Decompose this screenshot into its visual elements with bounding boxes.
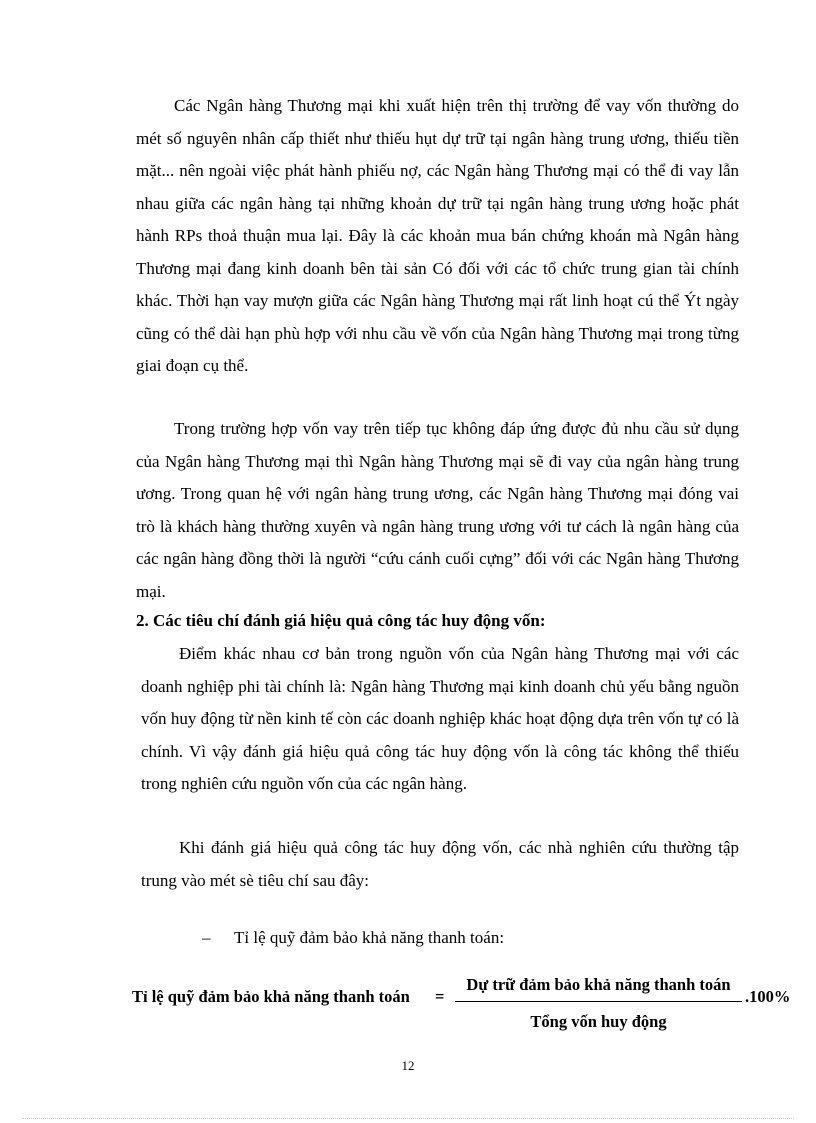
formula-denominator: Tổng vốn huy động	[530, 1012, 667, 1031]
paragraph-4	[141, 832, 739, 897]
formula-multiplier: .100%	[745, 987, 791, 1006]
paragraph-3	[141, 638, 739, 801]
paragraph-4-text: Khi đánh giá hiệu quả công tác huy động vốn, các nhà nghiên cứu thường tập trung vào mét sè tiêu chí sau đây:	[141, 838, 739, 890]
formula-equals: =	[435, 987, 445, 1006]
page-bottom-border	[22, 1118, 794, 1119]
page-number: 12	[401, 1058, 415, 1073]
bullet-item	[202, 924, 504, 952]
paragraph-1	[136, 90, 739, 383]
fraction-bar	[455, 1001, 742, 1002]
formula-lhs: Tỉ lệ quỹ đảm bảo khả năng thanh toán	[132, 987, 410, 1006]
paragraph-3-text: Điểm khác nhau cơ bản trong nguồn vốn của Ngân hàng Thương mại với các doanh nghiệp phi tài chính là: Ngân hàng Thương mại kinh doanh chủ yếu bằng nguồn vốn huy động từ nền kinh tế còn các doanh nghiệp khác hoạt động dựa trên vốn tự có là chính. Vì vậy đánh giá hiệu quả công tác huy động vốn là công tác không thể thiếu trong nghiên cứu nguồn vốn của các ngân hàng.	[141, 644, 739, 793]
bullet-text: Tỉ lệ quỹ đảm bảo khả năng thanh toán:	[234, 928, 505, 947]
section-heading: 2. Các tiêu chí đánh giá hiệu quả công tác huy động vốn:	[136, 611, 546, 630]
bullet-dash: –	[202, 928, 211, 947]
paragraph-1-text: Các Ngân hàng Thương mại khi xuất hiện trên thị trường để vay vốn thường do mét số nguyên nhân cấp thiết như thiếu hụt dự trữ tại ngân hàng trung ương, thiếu tiền mặt... nên ngoài việc phát hành phiếu nợ, các Ngân hàng Thương mại có thể đi vay lẫn nhau giữa các ngân hàng tại những khoản dự trữ tại ngân hàng trung ương hoặc phát hành RPs thoả thuận mua lại. Đây là các khoản mua bán chứng khoán mà Ngân hàng Thương mại đang kinh doanh bên tài sản Có đối với các tổ chức trung gian tài chính khác. Thời hạn vay mượn giữa các Ngân hàng Thương mại rất linh hoạt cú thể Ýt ngày cũng có thể dài hạn phù hợp với nhu cầu về vốn của Ngân hàng Thương mại trong từng giai đoạn cụ thể.	[136, 96, 739, 375]
formula-numerator: Dự trữ đảm bảo khả năng thanh toán	[466, 975, 731, 994]
paragraph-2	[136, 413, 739, 608]
paragraph-2-text: Trong trường hợp vốn vay trên tiếp tục không đáp ứng được đủ nhu cầu sử dụng của Ngân hàng Thương mại thì Ngân hàng Thương mại sẽ đi vay của ngân hàng trung ương. Trong quan hệ với ngân hàng trung ương, các Ngân hàng Thương mại đóng vai trò là khách hàng thường xuyên và ngân hàng trung ương với tư cách là ngân hàng của các ngân hàng đồng thời là người “cứu cánh cuối cựng” đối với các Ngân hàng Thương mại.	[136, 419, 739, 601]
formula	[132, 972, 797, 1042]
